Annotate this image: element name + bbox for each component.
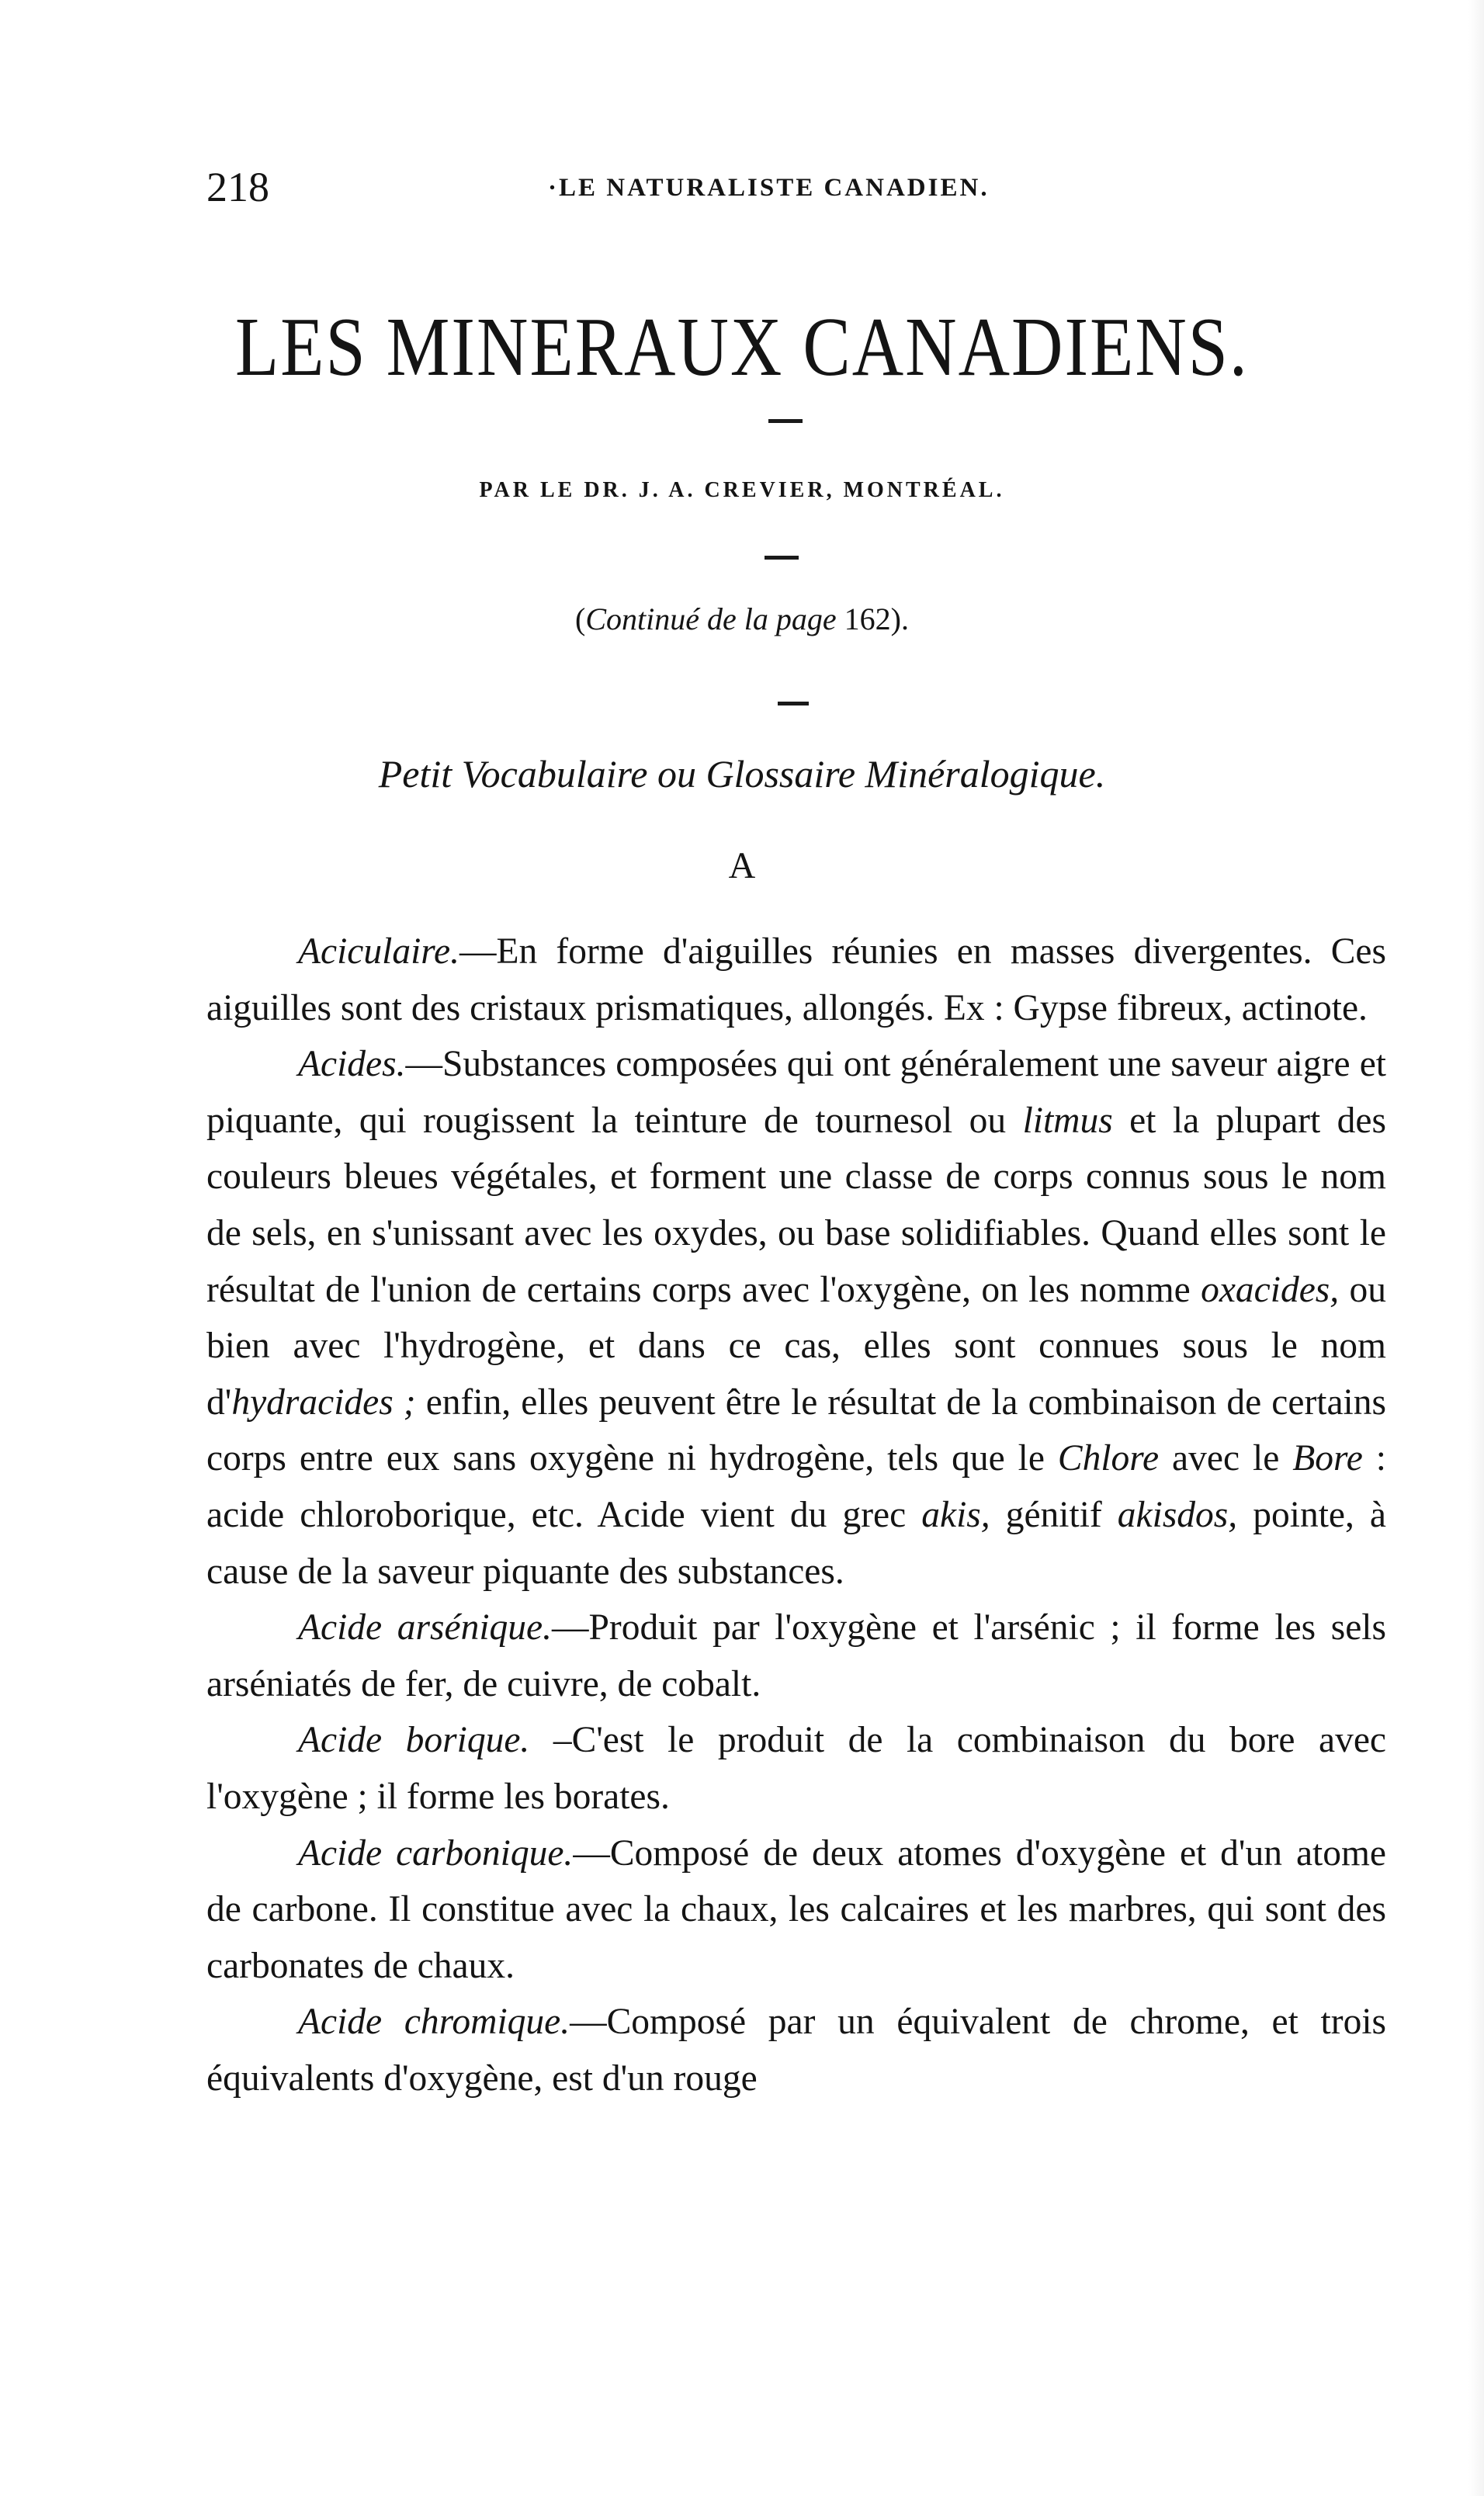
continued-open: ( <box>575 601 586 636</box>
entry-term: Acide carbonique. <box>298 1832 574 1874</box>
glossary-entry <box>206 1036 1386 1600</box>
entry-text: pointe, à cause de la saveur piquante des substances. <box>206 1494 1386 1592</box>
glossary-body <box>206 924 1386 2106</box>
entry-term: Acide arsénique. <box>298 1607 552 1648</box>
entry-text: —Composé par un équivalent de chrome, et trois équivalents d'oxygène, est d'un rouge <box>206 2002 1386 2099</box>
entry-italic: litmus <box>1022 1100 1113 1141</box>
entry-text: —En forme d'aiguilles réunies en masses divergentes. Ces aiguilles sont des cristaux prismatiques, allongés. Ex : Gypse fibreux, actinote. <box>206 931 1386 1028</box>
entry-text: et la plupart des couleurs bleues végétales, et forment une classe de corps connus sous le nom de sels, en s'unissant avec les oxydes, ou base solidifiables. Quand elles sont le résultat de l'union de certains corps avec l'oxygène, on les nomme <box>206 1100 1386 1310</box>
entry-text: –C'est le produit de la combinaison du bore avec l'oxygène ; il forme les borates. <box>206 1720 1386 1817</box>
running-head: ·LE NATURALISTE CANADIEN. <box>548 174 990 202</box>
entry-italic: Bore <box>1292 1438 1363 1479</box>
glossary-entry <box>206 1994 1386 2106</box>
entry-term: Acides. <box>298 1044 406 1085</box>
title-rule <box>768 419 803 423</box>
article-author: PAR LE DR. J. A. CREVIER, MONTRÉAL. <box>479 478 1005 502</box>
glossary-entry <box>206 1825 1386 1995</box>
entry-term: Acide borique. <box>298 1720 530 1761</box>
continued-rest: 162). <box>836 601 909 636</box>
glossary-entry <box>206 1600 1386 1712</box>
entry-italic: oxacides, <box>1201 1269 1340 1310</box>
entry-text: : acide chloroborique, etc. Acide vient du grec <box>206 1438 1386 1535</box>
entry-text: —Substances composées qui ont généralement une saveur aigre et piquante, qui rougissent la teinture de tournesol ou <box>206 1044 1386 1141</box>
entry-term: Acide chromique. <box>298 2002 570 2043</box>
entry-text: génitif <box>990 1494 1118 1535</box>
page-number: 218 <box>206 164 269 210</box>
entry-italic: Chlore <box>1057 1438 1160 1479</box>
continued-note <box>0 601 1484 637</box>
entry-text: enfin, elles peuvent être le résultat de la combinaison de certains corps entre eux sans oxygène ni hydrogène, tels que le <box>206 1381 1386 1479</box>
continued-rule <box>778 702 809 705</box>
entry-text: avec le <box>1159 1438 1293 1479</box>
entry-text: —Produit par l'oxygène et l'arsénic ; il forme les sels arséniatés de fer, de cuivre, de cobalt. <box>206 1607 1386 1704</box>
author-rule <box>765 556 799 560</box>
section-letter: A <box>728 845 756 886</box>
glossary-entry <box>206 924 1386 1036</box>
glossary-entry <box>206 1712 1386 1825</box>
entry-text: —Composé de deux atomes d'oxygène et d'un atome de carbone. Il constitue avec la chaux, les calcaires et les marbres, qui sont des carbonates de chaux. <box>206 1832 1386 1986</box>
entry-italic: akis, <box>921 1494 990 1535</box>
continued-italic: Continué de la page <box>585 601 837 636</box>
entry-italic: hydracides ; <box>231 1381 416 1423</box>
entry-text: ou bien avec l'hydrogène, et dans ce cas, elles sont connues sous le nom d' <box>206 1269 1387 1423</box>
glossary-subtitle: Petit Vocabulaire ou Glossaire Minéralogique. <box>378 752 1106 796</box>
page-header <box>206 163 1386 210</box>
entry-term: Aciculaire. <box>298 931 459 972</box>
article-title: LES MINERAUX CANADIENS. <box>235 300 1249 393</box>
entry-italic: akisdos, <box>1117 1494 1238 1535</box>
